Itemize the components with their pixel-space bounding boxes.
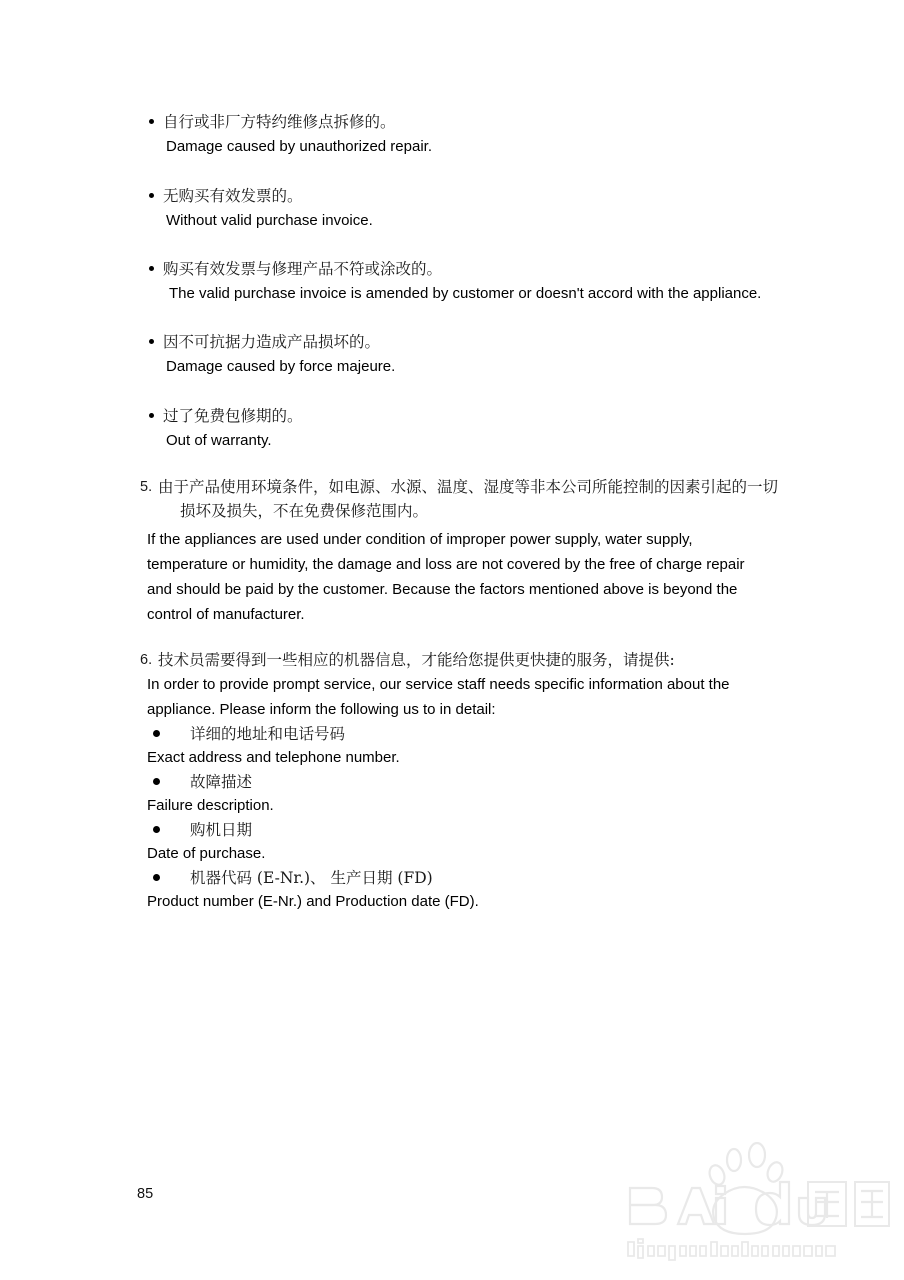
bullet-dot-icon	[149, 266, 154, 271]
watermark-url	[628, 1239, 835, 1260]
required-info-text-en: Exact address and telephone number.	[147, 749, 400, 766]
list-item	[147, 184, 373, 233]
clause-6-en-body: In order to provide prompt service, our service staff needs specific information about the appliance. Please inform the following us to in detail:	[147, 676, 730, 718]
bullet-text-en: Out of warranty.	[166, 432, 272, 449]
clause-5-en-body: If the appliances are used under condition of improper power supply, water supply, temperature or humidity, the damage and loss are not covered by the free of charge repair and should be paid by the customer. Because the factors mentioned above is beyond the control of manufacturer.	[147, 531, 745, 623]
bullet-dot-icon	[149, 119, 154, 124]
page-number: 85	[137, 1186, 154, 1202]
bullet-line-cn	[147, 257, 761, 281]
bullet-dot-icon	[153, 778, 160, 785]
bullet-text-cn: 过了免费包修期的。	[163, 407, 303, 425]
list-item	[140, 722, 780, 770]
bullet-line-cn	[147, 110, 432, 134]
bullet-text-cn: 购买有效发票与修理产品不符或涂改的。	[163, 260, 443, 278]
baidu-wordmark	[630, 1182, 825, 1225]
list-item	[147, 330, 395, 379]
baidu-watermark	[612, 1142, 892, 1262]
clause-6-cn-line1	[140, 648, 780, 672]
required-info-list	[140, 722, 780, 914]
clause-5-cn-line2: 损坏及损失，不在免费保修范围内。	[180, 502, 429, 520]
required-info-line-cn	[140, 866, 780, 890]
list-item	[147, 257, 761, 306]
list-item	[140, 818, 780, 866]
list-item	[140, 770, 780, 818]
required-info-line-cn	[140, 722, 780, 746]
clause-6	[140, 648, 780, 722]
bullet-dot-icon	[153, 730, 160, 737]
paw-print-icon	[707, 1143, 785, 1234]
required-info-text-cn: 详细的地址和电话号码	[190, 725, 346, 743]
clause-5-cn-text: 由于产品使用环境条件，如电源、水源、温度、湿度等非本公司所能控制的因素引起的一切	[158, 478, 779, 496]
bullet-text-cn: 无购买有效发票的。	[163, 187, 303, 205]
clause-6-cn-text: 技术员需要得到一些相应的机器信息，才能给您提供更快捷的服务，请提供:	[158, 651, 675, 669]
required-info-text-cn: 机器代码 (E-Nr.)、 生产日期 (FD)	[190, 869, 433, 887]
bullet-dot-icon	[153, 826, 160, 833]
jingyan-cn-text	[808, 1182, 889, 1226]
required-info-text-en: Product number (E-Nr.) and Production date (FD).	[147, 893, 479, 910]
bullet-text-cn: 因不可抗据力造成产品损坏的。	[163, 333, 381, 351]
bullet-text-en: Without valid purchase invoice.	[166, 212, 373, 229]
bullet-line-cn	[147, 330, 395, 354]
bullet-dot-icon	[149, 339, 154, 344]
list-item	[147, 404, 303, 453]
bullet-dot-icon	[149, 193, 154, 198]
clause-5-cn-line1	[140, 475, 780, 499]
required-info-text-en: Date of purchase.	[147, 845, 266, 862]
required-info-text-cn: 故障描述	[190, 773, 253, 791]
bullet-text-en: Damage caused by unauthorized repair.	[166, 138, 433, 155]
list-item	[140, 866, 780, 914]
bullet-dot-icon	[153, 874, 160, 881]
bullet-text-cn: 自行或非厂方特约维修点拆修的。	[163, 113, 396, 131]
required-info-line-cn	[140, 770, 780, 794]
clause-6-number: 6.	[140, 652, 153, 668]
required-info-text-en: Failure description.	[147, 797, 274, 814]
required-info-line-cn	[140, 818, 780, 842]
bullet-dot-icon	[149, 413, 154, 418]
bullet-line-cn	[147, 184, 373, 208]
bullet-line-cn	[147, 404, 303, 428]
bullet-text-en: Damage caused by force majeure.	[166, 358, 396, 375]
clause-5-number: 5.	[140, 479, 153, 495]
clause-5	[140, 475, 780, 627]
bullet-text-en: The valid purchase invoice is amended by customer or doesn't accord with the appliance.	[169, 285, 762, 302]
required-info-text-cn: 购机日期	[190, 821, 253, 839]
list-item	[147, 110, 432, 159]
